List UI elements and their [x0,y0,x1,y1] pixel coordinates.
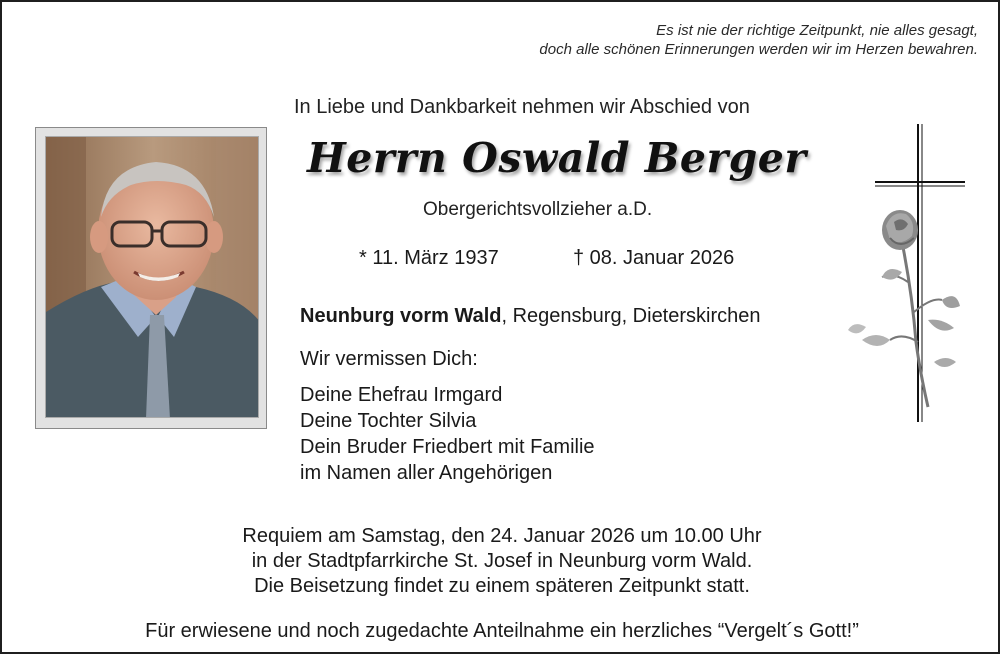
family-member: im Namen aller Angehörigen [300,462,553,484]
places-line [300,305,761,328]
thanks-line: Für erwiesene und noch zugedachte Anteilnahme ein herzliches “Vergelt´s Gott!” [145,620,859,642]
portrait-photo [45,136,259,418]
quote-line: doch alle schönen Erinnerungen werden wir im Herzen bewahren. [539,41,978,58]
requiem-line: in der Stadtpfarrkirche St. Josef in Neunburg vorm Wald. [251,550,753,572]
death-date: † 08. Januar 2026 [573,247,735,269]
family-member: Dein Bruder Friedbert mit Familie [300,436,595,458]
miss-heading: Wir vermissen Dich: [300,348,478,370]
family-member: Deine Ehefrau Irmgard [300,384,503,406]
requiem-line: Requiem am Samstag, den 24. Januar 2026 um 10.00 Uhr [242,525,762,547]
family-list [300,382,595,486]
other-places: , Regensburg, Dieterskirchen [501,305,761,327]
requiem-line: Die Beisetzung findet zu einem späteren Zeitpunkt statt. [254,575,750,597]
cross-with-rose-icon [842,122,972,427]
quote-line: Es ist nie der richtige Zeitpunkt, nie alles gesagt, [656,22,978,39]
deceased-name: Herrn Oswald Berger [307,134,807,182]
family-member: Deine Tochter Silvia [300,410,477,432]
intro-text: In Liebe und Dankbarkeit nehmen wir Abschied von [294,96,750,118]
requiem-info [2,524,1000,599]
main-place: Neunburg vorm Wald [300,305,502,327]
birth-date: * 11. März 1937 [359,247,499,269]
memorial-quote [539,21,978,59]
deceased-title: Obergerichtsvollzieher a.D. [423,199,653,220]
